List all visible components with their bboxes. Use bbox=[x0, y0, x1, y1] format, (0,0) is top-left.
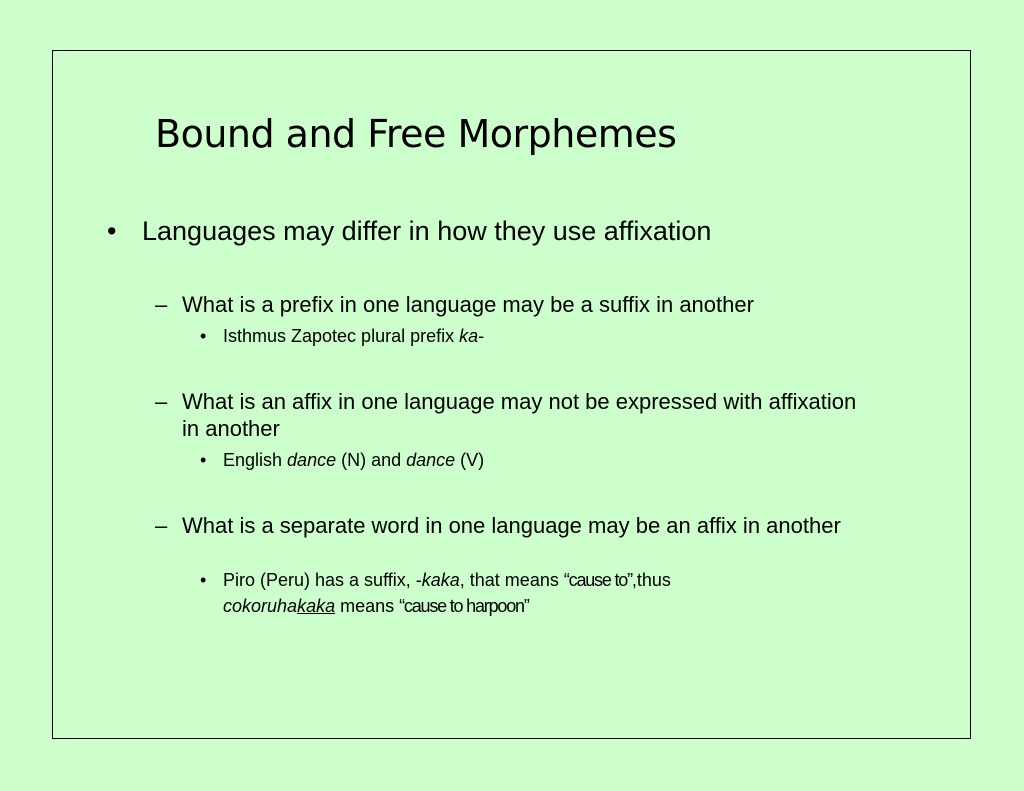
example-3-plain: ,thus bbox=[631, 570, 671, 590]
sub-point-2 bbox=[155, 388, 875, 442]
dash-icon: – bbox=[155, 389, 168, 414]
example-2-plain: (N) and bbox=[336, 450, 407, 470]
example-3-quote: “cause to harpoon” bbox=[399, 596, 529, 616]
main-bullet bbox=[107, 216, 711, 247]
example-3-plain: means bbox=[335, 596, 400, 616]
bullet-icon: • bbox=[200, 570, 207, 590]
example-3-italic: kaka bbox=[421, 570, 460, 590]
example-3-underlined: kaka bbox=[297, 596, 336, 616]
slide-title: Bound and Free Morphemes bbox=[155, 112, 677, 156]
example-3-plain: , that means bbox=[459, 570, 564, 590]
example-2 bbox=[200, 447, 800, 473]
example-3-plain: Piro (Peru) has a suffix, - bbox=[223, 570, 422, 590]
example-1-plain: Isthmus Zapotec plural prefix bbox=[223, 326, 460, 346]
example-1-hyphen: - bbox=[478, 326, 485, 346]
dash-icon: – bbox=[155, 513, 168, 538]
example-1-text bbox=[223, 323, 800, 349]
sub-point-1 bbox=[155, 291, 875, 318]
example-2-italic: dance bbox=[406, 450, 456, 470]
example-3-quote: “cause to” bbox=[563, 570, 632, 590]
main-bullet-text: Languages may differ in how they use affixation bbox=[142, 216, 712, 246]
example-2-text bbox=[223, 447, 800, 473]
example-1-italic: ka bbox=[459, 326, 479, 346]
example-3 bbox=[200, 567, 820, 619]
example-1 bbox=[200, 323, 800, 349]
example-3-italic: cokoruha bbox=[223, 596, 298, 616]
bullet-icon: • bbox=[107, 216, 117, 246]
example-3-text bbox=[223, 567, 820, 619]
example-2-plain: (V) bbox=[455, 450, 485, 470]
sub-point-3-text: What is a separate word in one language may be an affix in another bbox=[182, 513, 841, 538]
example-2-plain: English bbox=[223, 450, 288, 470]
bullet-icon: • bbox=[200, 326, 207, 346]
sub-point-2-text: What is an affix in one language may not be expressed with affixation in another bbox=[182, 389, 857, 441]
sub-point-1-text: What is a prefix in one language may be a suffix in another bbox=[182, 292, 754, 317]
bullet-icon: • bbox=[200, 450, 207, 470]
sub-point-3 bbox=[155, 512, 875, 539]
example-2-italic: dance bbox=[287, 450, 337, 470]
dash-icon: – bbox=[155, 292, 168, 317]
